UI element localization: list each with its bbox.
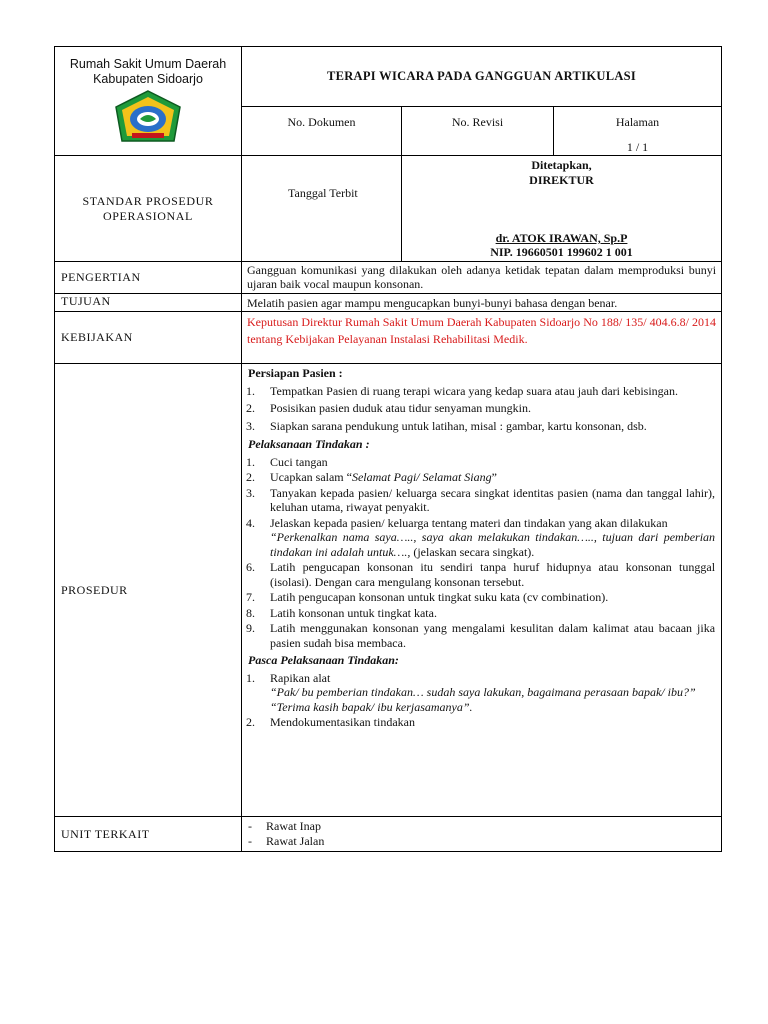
kebijakan-text: Keputusan Direktur Rumah Sakit Umum Daerah Kabupaten Sidoarjo No 188/ 135/ 404.6.8/ 2014 tentang Kebijakan Pelayanan Instalasi Rehabilitasi Medik. xyxy=(242,312,722,364)
list-item: 1. Rapikan alat “Pak/ bu pemberian tindakan… sudah saya lakukan, bagaimana perasaan bapak/ ibu?” “Terima kasih bapak/ ibu kerjasamanya”. xyxy=(246,670,696,714)
no-dokumen-cell xyxy=(242,107,402,156)
no-revisi-cell xyxy=(402,107,554,156)
list-item: 1. Tempatkan Pasien di ruang terapi wicara yang kedap suara atau jauh dari kebisingan. xyxy=(246,383,679,398)
sop-label: STANDAR PROSEDUR OPERASIONAL xyxy=(55,156,242,262)
list-item: 6. Latih pengucapan konsonan itu sendiri tanpa huruf hidupnya atau konsonan tunggal (isolasi). Dengan cara mengulang konsonan tersebut. xyxy=(246,560,716,589)
list-item: 8. Latih konsonan untuk tingkat kata. xyxy=(246,605,437,620)
signatory-name: dr. ATOK IRAWAN, Sp.P xyxy=(495,231,628,245)
no-revisi-label: No. Revisi xyxy=(451,115,504,129)
list-item: - Rawat Inap xyxy=(248,819,321,833)
hospital-name: Rumah Sakit Umum Daerah Kabupaten Sidoarjo xyxy=(69,57,227,86)
unit-terkait-list xyxy=(248,819,721,849)
list-item: 3. Tanyakan kepada pasien/ keluarga secara singkat identitas pasien (nama dan tanggal lahir), keluhan utama, riwayat penyakit. xyxy=(246,485,716,514)
no-dokumen-label: No. Dokumen xyxy=(287,115,356,129)
direktur-label: DIREKTUR xyxy=(529,173,594,187)
tujuan-label: TUJUAN xyxy=(55,294,242,312)
prosedur-label: PROSEDUR xyxy=(55,364,242,817)
hospital-cell xyxy=(55,47,242,156)
hospital-logo-icon xyxy=(112,89,184,147)
list-item: 2. Mendokumentasikan tindakan xyxy=(246,715,415,729)
tujuan-text: Melatih pasien agar mampu mengucapkan bunyi-bunyi bahasa dengan benar. xyxy=(242,294,722,312)
pasca-list xyxy=(246,671,715,730)
document-title: TERAPI WICARA PADA GANGGUAN ARTIKULASI xyxy=(242,47,722,107)
signatory-nip: NIP. 19660501 199602 1 001 xyxy=(490,245,633,259)
pengertian-label: PENGERTIAN xyxy=(55,262,242,294)
unit-terkait-cell xyxy=(242,817,722,852)
persiapan-list xyxy=(246,384,715,434)
list-item: 2. Ucapkan salam “Selamat Pagi/ Selamat Siang” xyxy=(246,470,497,484)
signature-block xyxy=(402,156,722,262)
tanggal-terbit-label: Tanggal Terbit xyxy=(242,156,402,262)
list-item: - Rawat Jalan xyxy=(248,834,325,848)
pelaksanaan-title: Pelaksanaan Tindakan : xyxy=(248,437,370,451)
halaman-cell xyxy=(554,107,722,156)
list-item: 7. Latih pengucapan konsonan untuk tingkat suku kata (cv combination). xyxy=(246,590,609,604)
kebijakan-label: KEBIJAKAN xyxy=(55,312,242,364)
halaman-label: Halaman xyxy=(615,115,660,129)
ditetapkan-label: Ditetapkan, xyxy=(531,158,592,172)
unit-terkait-label: UNIT TERKAIT xyxy=(55,817,242,852)
pelaksanaan-list xyxy=(246,455,715,651)
prosedur-content xyxy=(242,364,722,817)
pasca-title: Pasca Pelaksanaan Tindakan: xyxy=(248,653,399,667)
list-item: 1. Cuci tangan xyxy=(246,454,328,469)
list-item: 3. Siapkan sarana pendukung untuk latihan, misal : gambar, kartu konsonan, dsb. xyxy=(246,418,647,433)
list-item: 4. Jelaskan kepada pasien/ keluarga tentang materi dan tindakan yang akan dilakukan “Perkenalkan nama saya….., saya akan melakukan tindakan….., tujuan dari pemberian tindakan ini adalah untuk…., (jelaskan secara singkat). xyxy=(246,515,716,559)
halaman-value: 1 / 1 xyxy=(626,140,649,154)
list-item: 9. Latih menggunakan konsonan yang mengalami kesulitan dalam kalimat atau bacaan jika pasien sudah bisa membaca. xyxy=(246,621,716,650)
persiapan-title: Persiapan Pasien : xyxy=(248,366,343,380)
pengertian-text: Gangguan komunikasi yang dilakukan oleh adanya ketidak tepatan dalam memproduksi bunyi ujaran baik vocal maupun konsonan. xyxy=(242,262,722,294)
sop-table xyxy=(54,46,722,852)
list-item: 2. Posisikan pasien duduk atau tidur senyaman mungkin. xyxy=(246,401,531,415)
